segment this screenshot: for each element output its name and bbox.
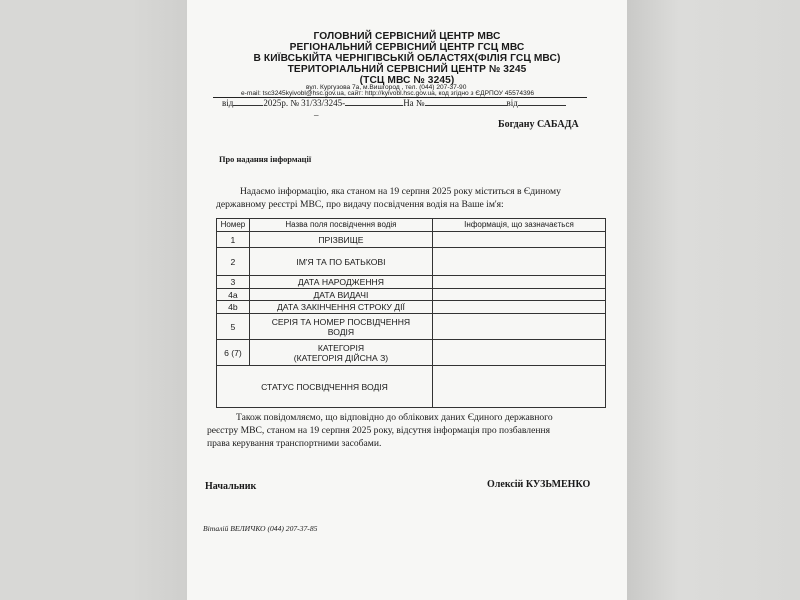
row-field-line-1: СЕРІЯ ТА НОМЕР ПОСВІДЧЕННЯ [271, 316, 411, 327]
row-number: 5 [217, 314, 250, 340]
row-field: ДАТА НАРОДЖЕННЯ [249, 276, 432, 289]
row-number: 1 [217, 232, 250, 248]
ref-number: 2025р. № 31/33/3245- [263, 98, 346, 108]
table-row [217, 301, 606, 314]
license-info-table [216, 218, 606, 408]
table-row [217, 248, 606, 276]
row-info [432, 366, 605, 408]
header-line-5: (ТСЦ МВС № 3245) [359, 75, 455, 86]
row-field: ДАТА ВИДАЧІ [249, 289, 432, 301]
header-line-4: ТЕРИТОРІАЛЬНИЙ СЕРВІСНИЙ ЦЕНТР № 3245 [287, 64, 527, 75]
row-number: 2 [217, 248, 250, 276]
row-number: 6 (7) [217, 340, 250, 366]
subject: Про надання інформації [219, 155, 312, 164]
notice-line-2: реєстру МВС, станом на 19 серпня 2025 року, відсутня інформація про позбавлення [207, 425, 551, 436]
ref-na-label: На № [403, 98, 425, 108]
table-header-row [217, 219, 606, 232]
row-number: 4a [217, 289, 250, 301]
header-contacts: e-mail: tsc3245kyivobl@hsc.gov.ua, сайт: http://kyivobl.hsc.gov.ua, код згідно з ЄДРПОУ 45574396 [241, 90, 535, 97]
row-info [432, 340, 605, 366]
intro-line-1: Надаємо інформацію, яка станом на 19 серпня 2025 року міститься в Єдиному [240, 186, 561, 197]
notice-line-1: Також повідомляємо, що відповідно до облікових даних Єдиного державного [236, 412, 553, 423]
row-info [432, 276, 605, 289]
ref-dash: – [314, 110, 319, 120]
row-field-line-1: КАТЕГОРІЯ [317, 342, 365, 353]
background-left [0, 0, 187, 600]
col-header-number: Номер [217, 219, 250, 232]
row-field-line-2: ВОДІЯ [327, 326, 355, 337]
row-field [249, 340, 432, 366]
row-info [432, 314, 605, 340]
row-info [432, 289, 605, 301]
row-info [432, 232, 605, 248]
row-field [249, 314, 432, 340]
header-line-3: В КИЇВСЬКІЙТА ЧЕРНІГІВСЬКІЙ ОБЛАСТЯХ(ФІЛІЯ ГСЦ МВС) [253, 53, 561, 64]
header-address: вул. Кургузова 7а, м.Вишгород , тел. (044) 207-37-90 [306, 84, 467, 91]
table-row [217, 340, 606, 366]
row-field-line-2: (КАТЕГОРІЯ ДІЙСНА З) [293, 352, 389, 363]
row-field: ДАТА ЗАКІНЧЕННЯ СТРОКУ ДІЇ [249, 301, 432, 314]
notice-line-3: права керування транспортними засобами. [207, 438, 382, 449]
table-row [217, 314, 606, 340]
ref-line [222, 97, 566, 110]
header-line-1: ГОЛОВНИЙ СЕРВІСНИЙ ЦЕНТР МВС [313, 31, 501, 42]
row-field: ПРІЗВИЩЕ [249, 232, 432, 248]
col-header-field: Назва поля посвідчення водія [249, 219, 432, 232]
background-right [627, 0, 800, 600]
ref-vid-label: від [222, 98, 234, 108]
row-field: ІМ'Я ТА ПО БАТЬКОВІ [249, 248, 432, 276]
table-row [217, 289, 606, 301]
row-info [432, 301, 605, 314]
table-row [217, 232, 606, 248]
row-number: 3 [217, 276, 250, 289]
signature-position: Начальник [205, 481, 257, 492]
signature-name: Олексій КУЗЬМЕНКО [487, 479, 591, 490]
executor-contact: Віталій ВЕЛИЧКО (044) 207-37-85 [203, 524, 318, 533]
table-row [217, 366, 606, 408]
header-line-2: РЕГІОНАЛЬНИЙ СЕРВІСНИЙ ЦЕНТР ГСЦ МВС [289, 42, 525, 53]
col-header-info: Інформація, що зазначається [432, 219, 605, 232]
row-number: 4b [217, 301, 250, 314]
intro-line-2: державному реєстрі МВС, про видачу посвідчення водія на Ваше ім'я: [216, 199, 504, 210]
ref-vid2-label: від [506, 98, 518, 108]
row-field-status: СТАТУС ПОСВІДЧЕННЯ ВОДІЯ [217, 366, 433, 408]
table-row [217, 276, 606, 289]
row-info [432, 248, 605, 276]
addressee: Богдану САБАДА [498, 119, 579, 130]
